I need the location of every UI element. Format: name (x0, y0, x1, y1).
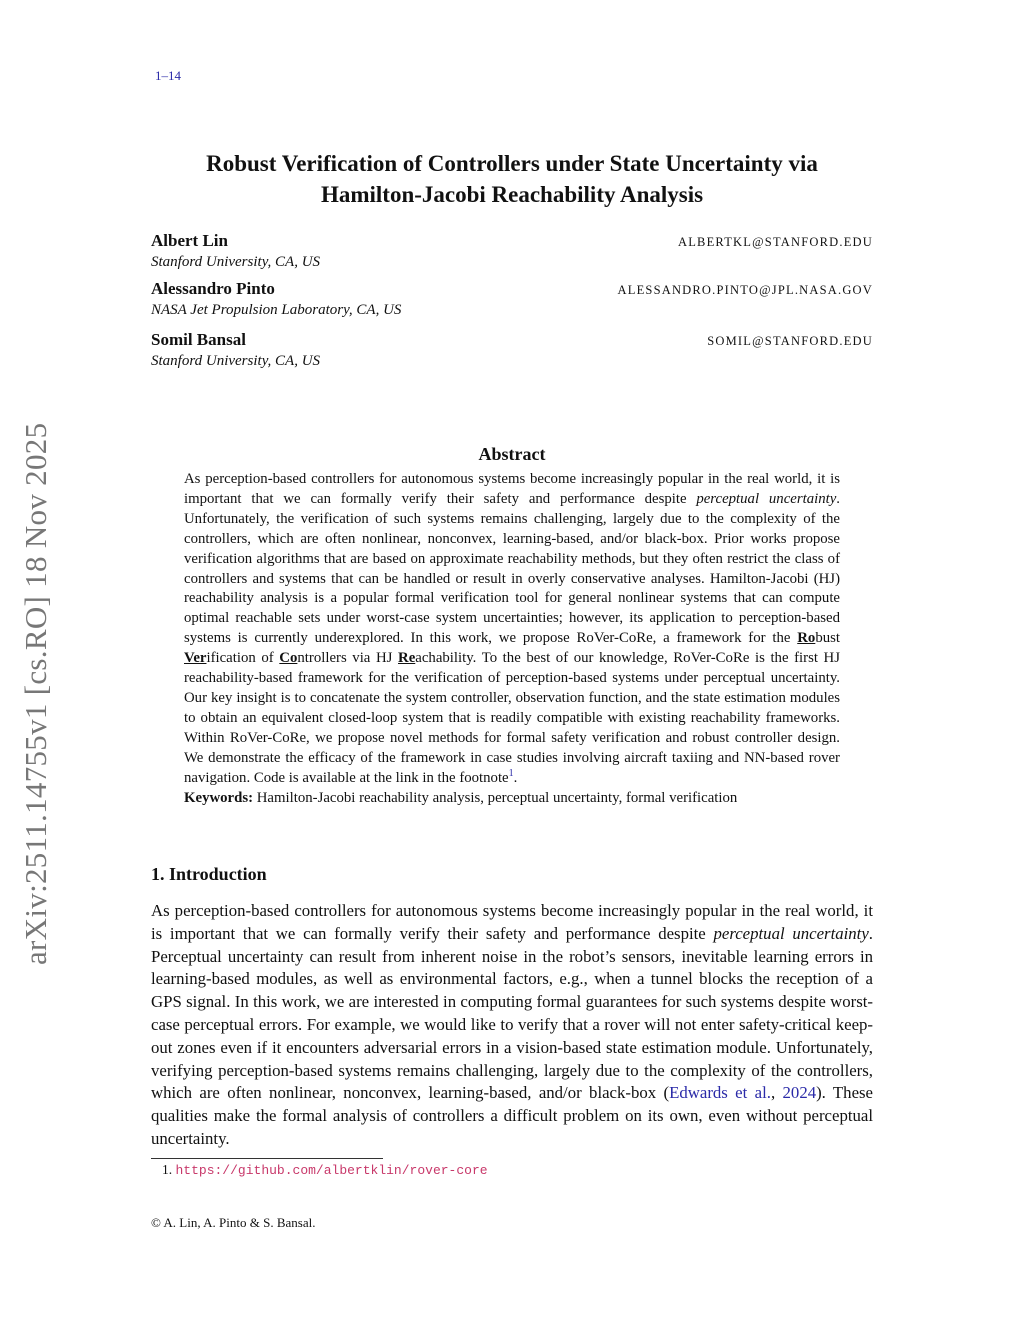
footnote-mark[interactable]: 1 (508, 767, 514, 779)
arxiv-identifier: arXiv:2511.14755v1 [cs.RO] 18 Nov 2025 (18, 422, 53, 965)
author-block (151, 330, 873, 370)
author-name: Alessandro Pinto (151, 279, 275, 298)
author-block (151, 231, 873, 271)
footnote-number: 1. (162, 1162, 173, 1177)
footnote (162, 1162, 488, 1178)
citation-year-link[interactable]: 2024 (782, 1083, 817, 1103)
author-affiliation: NASA Jet Propulsion Laboratory, CA, US (151, 302, 402, 318)
section-heading: 1. Introduction (151, 864, 267, 884)
author-affiliation: Stanford University, CA, US (151, 254, 321, 270)
abstract-heading: Abstract (478, 444, 546, 464)
page-range: 1–14 (155, 68, 181, 83)
title-line-2: Hamilton-Jacobi Reachability Analysis (320, 182, 704, 207)
footnote-url-link[interactable]: https://github.com/albertklin/rover-core (175, 1163, 488, 1178)
keywords: Keywords: Hamilton-Jacobi reachability analysis, perceptual uncertainty, formal verification (184, 789, 738, 806)
intro-paragraph: As perception-based controllers for autonomous systems become increasingly popular in the real world, it is important that we can formally verify their safety and performance despite perceptual uncertainty. Perceptual uncertainty can result from inherent noise in the robot’s sensors, inevitable learning errors in learning-based modules, as well as environmental factors, e.g., when a tunnel blocks the reception of a GPS signal. In this work, we are interested in computing formal guarantees for such systems despite worst-case perceptual errors. For example, we would like to verify that a rover will not enter safety-critical keep-out zones even if it encounters adversarial errors in a vision-based state estimation module. Unfortunately, verifying perception-based systems remains challenging, largely due to the complexity of the controllers, which are often nonlinear, nonconvex, learning-based, and/or black-box (Edwards et al., 2024). These qualities make the formal analysis of controllers a difficult problem on its own, even without perceptual uncertainty. (151, 901, 874, 1148)
author-email[interactable]: ALBERTKL@STANFORD.EDU (677, 235, 873, 249)
copyright-notice: © A. Lin, A. Pinto & S. Bansal. (151, 1215, 316, 1230)
citation-link[interactable]: Edwards et al. (669, 1083, 771, 1103)
author-name: Somil Bansal (151, 330, 246, 349)
author-block (151, 279, 873, 319)
author-affiliation: Stanford University, CA, US (151, 353, 321, 369)
author-name: Albert Lin (151, 231, 228, 250)
title-line-1: Robust Verification of Controllers under State Uncertainty via (206, 151, 818, 176)
author-email[interactable]: SOMIL@STANFORD.EDU (707, 334, 873, 348)
paper-title (140, 148, 884, 210)
footnote-divider (151, 1158, 383, 1159)
abstract-text: As perception-based controllers for autonomous systems become increasingly popular in the real world, it is important that we can formally verify their safety and performance despite perceptual uncertainty. Unfortunately, the verification of such systems remains challenging, largely due to the complexity of the controllers, which are often nonlinear, nonconvex, learning-based, and/or black-box. Prior works propose verification algorithms that are based on approximate reachability methods, but they often restrict the class of controllers and systems that can be handled or result in overly conservative analyses. Hamilton-Jacobi (HJ) reachability analysis is a popular formal verification tool for general nonlinear systems that can compute optimal reachable sets under worst-case system uncertainties; however, its application to perception-based systems is currently underexplored. In this work, we propose RoVer-CoRe, a framework for the Robust Verification of Controllers via HJ Reachability. To the best of our knowledge, RoVer-CoRe is the first HJ reachability-based framework for the verification of perception-based systems under perceptual uncertainty. Our key insight is to concatenate the system controller, observation function, and the state estimation modules to obtain an equivalent closed-loop system that is readily compatible with existing reachability frameworks. Within RoVer-CoRe, we propose novel methods for formal safety verification and robust controller design. We demonstrate the efficacy of the framework in case studies involving aircraft taxiing and NN-based rover navigation. Code is available at the link in the footnote$^1$. Keywords: Hamilton-Jacobi reachability analysis, perceptual uncertainty, formal verification (184, 470, 840, 808)
author-email[interactable]: ALESSANDRO.PINTO@JPL.NASA.GOV (617, 283, 873, 297)
